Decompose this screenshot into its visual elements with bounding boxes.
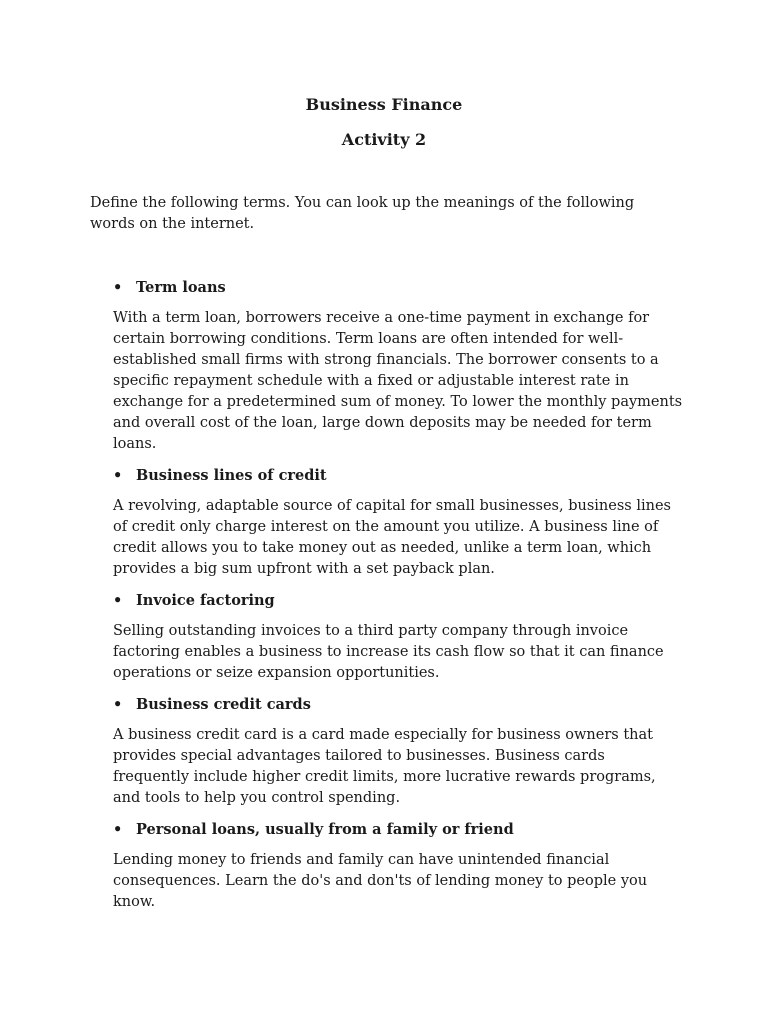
term-definition: A business credit card is a card made especially for business owners that provides special advantages tailored to businesses. Business cards frequently include higher credit limits, more lucrative rewards programs, and tools to help you control spending. xyxy=(113,727,656,806)
term-heading: Personal loans, usually from a family or friend xyxy=(136,821,514,838)
bullet-icon: • xyxy=(113,592,123,609)
bullet-icon: • xyxy=(113,467,123,484)
list-item xyxy=(113,277,685,455)
term-heading: Invoice factoring xyxy=(136,592,275,609)
term-definition: Selling outstanding invoices to a third party company through invoice factoring enables a business to increase its cash flow so that it can finance operations or seize expansion opportunities. xyxy=(113,623,664,681)
list-item xyxy=(113,694,685,809)
bullet-icon: • xyxy=(113,279,123,296)
term-definition: With a term loan, borrowers receive a one-time payment in exchange for certain borrowing conditions. Term loans are often intended for well-established small firms with strong financials. The borrower consents to a specific repayment schedule with a fixed or adjustable interest rate in exchange for a predetermined sum of money. To lower the monthly payments and overall cost of the loan, large down deposits may be needed for term loans. xyxy=(113,310,683,452)
list-item xyxy=(113,590,685,684)
document-subtitle: Activity 2 xyxy=(341,130,427,149)
term-definition: A revolving, adaptable source of capital for small businesses, business lines of credit only charge interest on the amount you utilize. A business line of credit allows you to take money out as needed, unlike a term loan, which provides a big sum upfront with a set payback plan. xyxy=(113,498,671,577)
instructions-paragraph: Define the following terms. You can look up the meanings of the following words on the internet. xyxy=(90,195,635,232)
bullet-icon: • xyxy=(113,696,123,713)
document-title: Business Finance xyxy=(305,95,463,114)
term-heading: Term loans xyxy=(136,279,226,296)
list-item xyxy=(113,819,685,913)
bullet-icon: • xyxy=(113,821,123,838)
list-item xyxy=(113,465,685,580)
term-definition: Lending money to friends and family can have unintended financial consequences. Learn the do's and don'ts of lending money to people you know. xyxy=(113,852,648,910)
term-heading: Business credit cards xyxy=(136,696,311,713)
terms-list xyxy=(113,277,685,923)
term-heading: Business lines of credit xyxy=(136,467,327,484)
